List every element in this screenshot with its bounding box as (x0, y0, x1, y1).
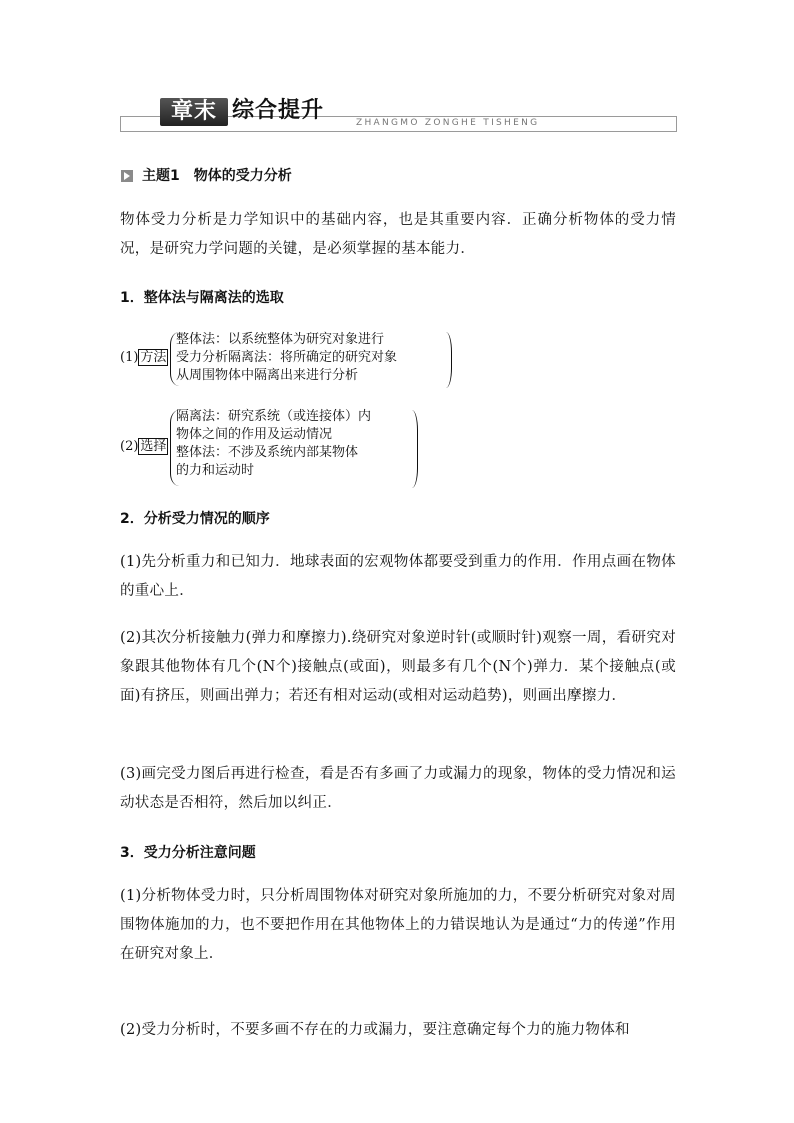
choice-brace-right (412, 410, 418, 488)
method-line: 从周围物体中隔离出来进行分析 (176, 368, 359, 383)
section3-paragraph-2: (2)受力分析时，不要多画不存在的力或漏力，要注意确定每个力的施力物体和 (120, 1022, 630, 1038)
intro-paragraph: 物体受力分析是力学知识中的基础内容，也是其重要内容．正确分析物体的受力情况，是研究力学问题的关键，是必须掌握的基本能力． (120, 212, 676, 257)
section3-paragraph-1: (1)分析物体受力时，只分析周围物体对研究对象所施加的力，不要分析研究对象对周围物体施加的力，也不要把作用在其他物体上的力错误地认为是通过“力的传递”作用在研究对象上． (120, 888, 676, 962)
page-subtitle: ZHANGMO ZONGHE TISHENG (356, 118, 540, 128)
chapter-end-badge (160, 98, 228, 126)
page-title: 综合提升 (232, 98, 325, 123)
choice-label: (2) 选择 (120, 439, 167, 454)
choice-tag: 选择 (140, 439, 167, 454)
choice-line: 整体法：不涉及系统内部某物体 (176, 445, 359, 460)
chapter-end-label: 章末 (170, 99, 217, 124)
method-lines (176, 331, 397, 385)
choice-line: 的力和运动时 (176, 463, 255, 478)
section2-heading: 2．分析受力情况的顺序 (120, 511, 270, 527)
method-line: 整体法：以系统整体为研究对象进行 (176, 332, 385, 347)
method-label: (1) 方法 (120, 350, 167, 365)
section3-heading: 3．受力分析注意问题 (120, 845, 256, 861)
section2-paragraph-2: (2)其次分析接触力(弹力和摩擦力).绕研究对象逆时针(或顺时针)观察一周，看研究对象跟其他物体有几个(N个)接触点(或面)，则最多有几个(N个)弹力．某个接触点(或面)有挤压，则画出弹力；若还有相对运动(或相对运动趋势)，则画出摩擦力． (120, 630, 676, 704)
choice-line: 隔离法：研究系统（或连接体）内 (176, 409, 372, 424)
play-triangle-icon (121, 170, 133, 182)
method-line: 受力分析隔离法：将所确定的研究对象 (176, 350, 398, 365)
section2-paragraph-3: (3)画完受力图后再进行检查，看是否有多画了力或漏力的现象，物体的受力情况和运动状态是否相符，然后加以纠正． (120, 766, 676, 811)
choice-line: 物体之间的作用及运动情况 (176, 427, 333, 442)
topic-title: 主题1 物体的受力分析 (142, 168, 292, 184)
section2-paragraph-1: (1)先分析重力和已知力．地球表面的宏观物体都要受到重力的作用．作用点画在物体的重心上． (120, 554, 676, 599)
method-tag: 方法 (140, 350, 167, 365)
section1-heading: 1．整体法与隔离法的选取 (120, 290, 284, 306)
method-brace-right (446, 332, 452, 388)
choice-lines (176, 408, 371, 480)
